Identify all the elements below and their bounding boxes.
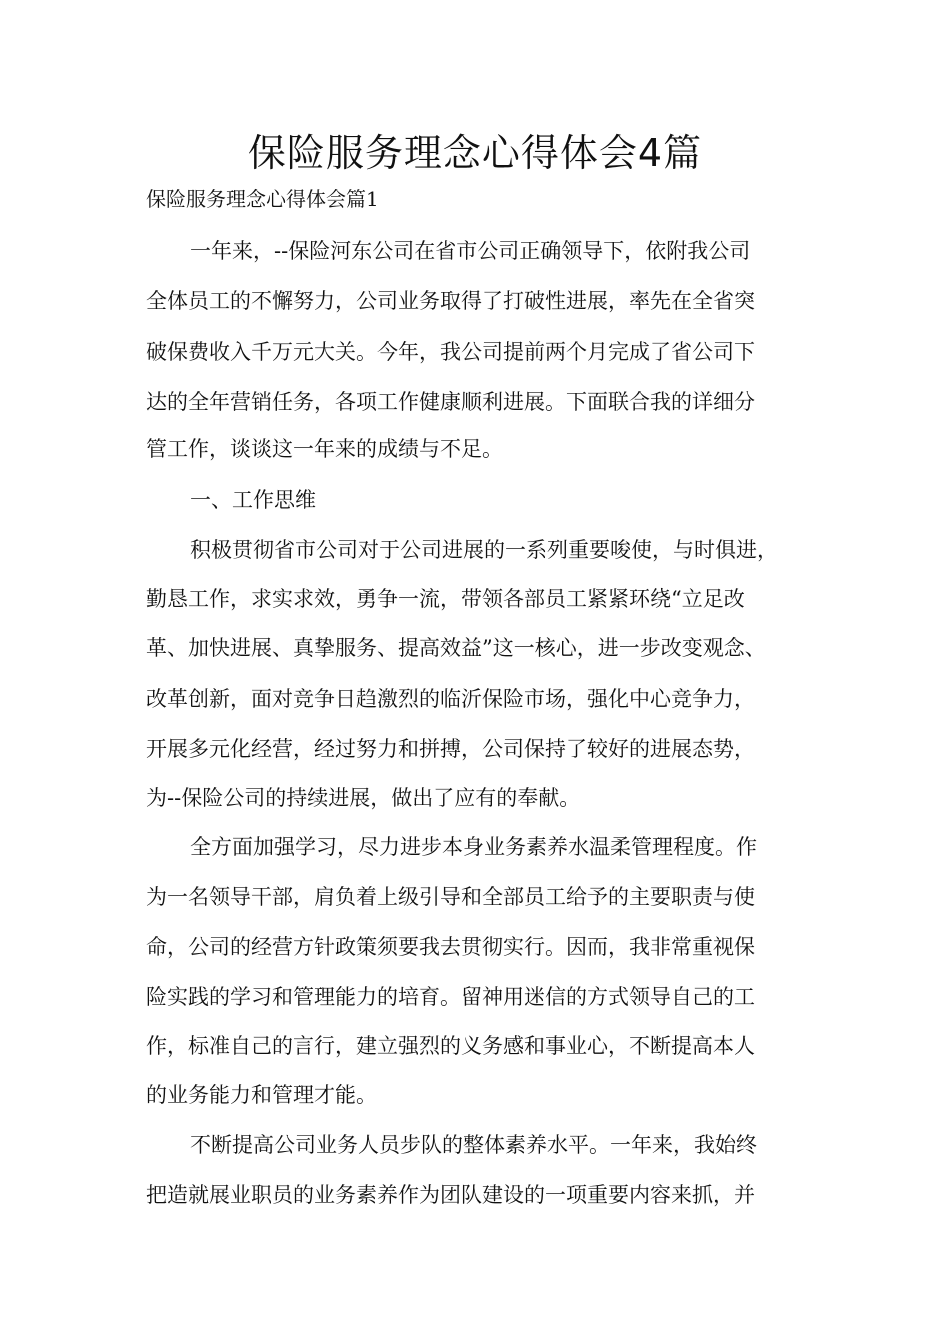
- paragraph-line: 革、加快进展、真挚服务、提高效益”这一核心，进一步改变观念、: [146, 636, 766, 660]
- paragraph-line: 把造就展业职员的业务素养作为团队建设的一项重要内容来抓，并: [146, 1183, 755, 1207]
- document-title: 保险服务理念心得体会4篇: [247, 131, 703, 175]
- section-heading: 一、工作思维: [190, 488, 316, 512]
- paragraph-line: 不断提高公司业务人员步队的整体素养水平。一年来，我始终: [190, 1133, 757, 1157]
- paragraph-line: 命，公司的经营方针政策须要我去贯彻实行。因而，我非常重视保: [146, 935, 755, 959]
- paragraph-line: 开展多元化经营，经过努力和拼搏，公司保持了较好的进展态势，: [146, 737, 755, 761]
- paragraph-line: 险实践的学习和管理能力的培育。留神用迷信的方式领导自己的工: [146, 985, 755, 1009]
- paragraph-line: 作，标准自己的言行，建立强烈的义务感和事业心，不断提高本人: [146, 1034, 755, 1058]
- paragraph-line: 达的全年营销任务，各项工作健康顺利进展。下面联合我的详细分: [146, 390, 755, 414]
- paragraph-line: 的业务能力和管理才能。: [146, 1083, 377, 1107]
- paragraph-line: 勤恳工作，求实求效，勇争一流，带领各部员工紧紧环绕“立足改: [146, 587, 745, 611]
- paragraph-line: 为--保险公司的持续进展，做出了应有的奉献。: [146, 786, 581, 810]
- paragraph-line: 一年来，--保险河东公司在省市公司正确领导下，依附我公司: [190, 239, 751, 263]
- paragraph-line: 全方面加强学习，尽力进步本身业务素养水温柔管理程度。作: [190, 835, 757, 859]
- paragraph-line: 改革创新，面对竞争日趋激烈的临沂保险市场，强化中心竞争力，: [146, 687, 755, 711]
- section-subtitle: 保险服务理念心得体会篇1: [146, 187, 379, 211]
- paragraph-line: 积极贯彻省市公司对于公司进展的一系列重要唆使，与时俱进，: [190, 538, 778, 562]
- paragraph-line: 破保费收入千万元大关。今年，我公司提前两个月完成了省公司下: [146, 340, 755, 364]
- paragraph-line: 为一名领导干部，肩负着上级引导和全部员工给予的主要职责与使: [146, 885, 755, 909]
- paragraph-line: 全体员工的不懈努力，公司业务取得了打破性进展，率先在全省突: [146, 289, 755, 313]
- paragraph-line: 管工作，谈谈这一年来的成绩与不足。: [146, 437, 503, 461]
